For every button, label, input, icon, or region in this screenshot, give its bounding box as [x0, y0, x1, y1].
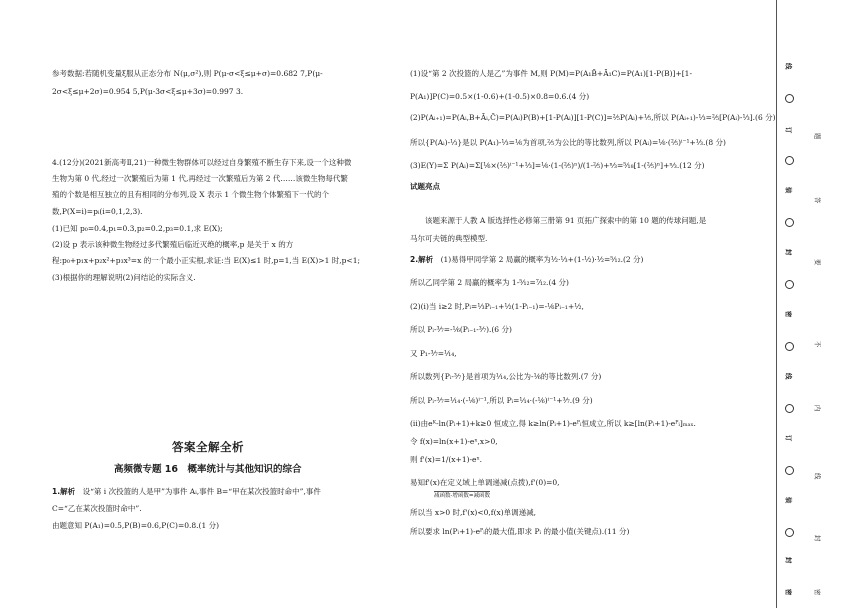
binding-hole-icon [785, 528, 794, 537]
trial-highlight-text-2: 马尔可夫链的典型模型. [410, 234, 488, 243]
binding-mark: 封 [784, 556, 793, 564]
binding-hole-icon [785, 466, 794, 475]
binding-note: 要 [813, 258, 822, 266]
sol2-line-i: 令 f(x)=ln(x+1)-eˣ,x>0, [410, 437, 498, 446]
sol1-part1-line1: (1)设“第 2 次投篮的人是乙”为事件 M,则 P(M)=P(A₁B̄+Ā₁C)=P(A₁)[1-P(B)]+[1- [410, 69, 692, 78]
sol1-part2: (2)P(Aᵢ₊₁)=P(Aᵢ,B+Āᵢ,C̄)=P(Aᵢ)P(B)+[1-P(Aᵢ)][1-P(C)]=²⁄₅P(Aᵢ)+¹⁄₅,所以 P(Aᵢ₊₁)-¹⁄₃=²⁄₅[P(Aᵢ)-¹⁄₃].(6 分) [410, 113, 776, 122]
sol1-part3: (3)E(Y)=Σ P(Aᵢ)=Σ[¹⁄₆×(²⁄₅)ⁱ⁻¹+¹⁄₃]=¹⁄₆·(1-(²⁄₅)ⁿ)/(1-²⁄₅)+ⁿ⁄₃=⁵⁄₁₈[1-(²⁄₅)ⁿ]+ⁿ⁄₃.(12 分) [410, 161, 705, 170]
sol2-line-l: 所以当 x>0 时,f'(x)<0,f(x)单调递减, [410, 508, 537, 517]
binding-mark: 封 [784, 248, 793, 256]
sol2-line-b: 所以乙同学第 2 局赢的概率为 1-⁵⁄₁₂=⁷⁄₁₂.(4 分) [410, 278, 569, 287]
binding-margin [768, 0, 860, 608]
solution-1-label: 1.解析 [52, 487, 76, 496]
sol1-part2-cont: 所以{P(Aᵢ)-¹⁄₃}是以 P(A₁)-¹⁄₃=¹⁄₆为首项,²⁄₅为公比的等比数列,所以 P(Aᵢ)=¹⁄₆·(²⁄₅)ⁱ⁻¹+¹⁄₃.(8 分) [410, 138, 726, 147]
sol2-annotation: 减函数-增函数=减函数 [434, 493, 490, 499]
sol2-line-m: 所以要求 ln(Pᵢ+1)-eᴾᵢ的最大值,即求 Pᵢ 的最小值(关键点).(11 分) [410, 527, 630, 536]
binding-note: 内 [813, 404, 822, 412]
binding-note: 封 [813, 534, 822, 542]
solution-2-text: (1)易得甲同学第 2 局赢的概率为¹⁄₂·¹⁄₃+(1-¹⁄₂)·¹⁄₂=⁵⁄₁₂.(2 分) [433, 255, 644, 264]
binding-hole-icon [785, 280, 794, 289]
solution-1-intro [52, 487, 321, 496]
q4-line-2: 生物为第 0 代,经过一次繁殖后为第 1 代,再经过一次繁殖后为第 2 代……该微生物每代繁 [52, 174, 348, 183]
q4-line-4: 数,P(X=i)=pᵢ(i=0,1,2,3). [52, 207, 143, 216]
binding-mark: 订 [784, 126, 793, 134]
solution-1-line-2: C=“乙在某次投篮时命中”. [52, 504, 142, 513]
binding-note: 线 [813, 472, 822, 480]
binding-note: 答 [813, 196, 822, 204]
sol2-line-e: 又 P₁-³⁄₇=¹⁄₁₄, [410, 349, 457, 358]
binding-hole-icon [785, 404, 794, 413]
q4-part1: (1)已知 p₀=0.4,p₁=0.3,p₂=0.2,p₃=0.1,求 E(X); [52, 224, 223, 233]
answer-subtitle: 高频微专题 16 概率统计与其他知识的综合 [114, 464, 302, 475]
trial-highlight-label: 试题亮点 [410, 182, 440, 191]
sol2-line-c: (2)(i)当 i≥2 时,Pᵢ=¹⁄₃Pᵢ₋₁+¹⁄₂(1-Pᵢ₋₁)=-¹⁄₆Pᵢ₋₁+¹⁄₂, [410, 302, 584, 311]
sol1-part1-line2: P(A₁)]P(C)=0.5×(1-0.6)+(1-0.5)×0.8=0.6.(4 分) [410, 92, 590, 101]
binding-note: 密 [813, 588, 822, 596]
binding-note: 不 [813, 340, 822, 348]
binding-hole-icon [785, 342, 794, 351]
sol2-line-g: 所以 Pᵢ-³⁄₇=¹⁄₁₄·(-¹⁄₆)ⁱ⁻¹,所以 Pᵢ=¹⁄₁₄·(-¹⁄₆)ⁱ⁻¹+³⁄₇.(9 分) [410, 396, 593, 405]
binding-note: 题 [813, 132, 822, 140]
solution-2-intro [410, 255, 643, 264]
sol2-line-f: 所以数列{Pᵢ-³⁄₇}是首项为¹⁄₁₄,公比为-¹⁄₆的等比数列.(7 分) [410, 372, 602, 381]
q4-part2-line2: 程:p₀+p₁x+p₂x²+p₃x³=x 的一个最小正实根,求证:当 E(X)≤1 时,p=1,当 E(X)>1 时,p<1; [52, 256, 360, 265]
q4-part3: (3)根据你的理解说明(2)问结论的实际含义. [52, 273, 196, 282]
binding-mark: 密 [784, 588, 793, 596]
reference-data-line-1: 参考数据:若随机变量ξ服从正态分布 N(μ,σ²),则 P(μ-σ<ξ≤μ+σ)=0.682 7,P(μ- [52, 69, 323, 78]
binding-hole-icon [785, 94, 794, 103]
sol2-line-k: 易知f'(x)在定义域上单调递减(点拨),f'(0)=0, [410, 478, 560, 487]
binding-hole-icon [785, 156, 794, 165]
answer-title: 答案全解全析 [172, 440, 244, 454]
q4-line-3: 殖的个数是相互独立的且有相同的分布列,设 X 表示 1 个微生物个体繁殖下一代的个 [52, 190, 330, 199]
solution-2-label: 2.解析 [410, 255, 434, 264]
solution-1-text: 设“第 i 次投篮的人是甲”为事件 Aᵢ,事件 B=“甲在某次投篮时命中”,事件 [75, 487, 321, 496]
binding-mark: 装 [784, 186, 793, 194]
reference-data-line-2: 2σ<ξ≤μ+2σ)=0.954 5,P(μ-3σ<ξ≤μ+3σ)=0.997 3. [52, 87, 244, 96]
binding-mark: 装 [784, 496, 793, 504]
q4-line-1: 4.(12分)(2021新高考Ⅱ,21)一种微生物群体可以经过自身繁殖不断生存下来,设一个这种微 [52, 158, 352, 167]
binding-hole-icon [785, 218, 794, 227]
solution-1-line-3: 由题意知 P(A₁)=0.5,P(B)=0.6,P(C)=0.8.(1 分) [52, 521, 220, 530]
sol2-line-d: 所以 Pᵢ-³⁄₇=-¹⁄₆(Pᵢ₋₁-³⁄₇).(6 分) [410, 325, 512, 334]
q4-part2-line1: (2)设 p 表示该种微生物经过多代繁殖后临近灭绝的概率,p 是关于 x 的方 [52, 240, 294, 249]
sol2-line-j: 则 f'(x)=1/(x+1)-eˣ. [410, 455, 483, 464]
binding-line [776, 0, 777, 608]
binding-mark: 线 [784, 372, 793, 380]
sol2-line-h: (ii)由eᴷ-ln(Pᵢ+1)+k≥0 恒成立,得 k≥ln(Pᵢ+1)-eᴾᵢ恒成立,所以 k≥[ln(Pᵢ+1)-eᴾᵢ]ₘₐₓ. [410, 419, 696, 428]
binding-mark: 订 [784, 434, 793, 442]
binding-mark: 密 [784, 310, 793, 318]
trial-highlight-text-1: 该题来源于人教 A 版选择性必修第三册第 91 页拓广探索中的第 10 题的传球问题,是 [410, 216, 707, 225]
binding-mark: 线 [784, 62, 793, 70]
